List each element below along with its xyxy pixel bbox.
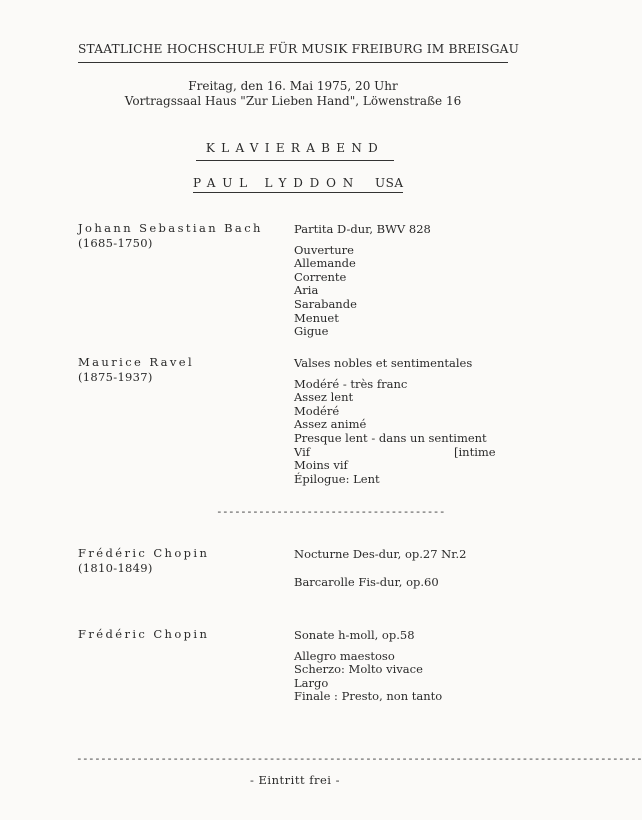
movement: Allemande	[294, 256, 356, 271]
work-title: Nocturne Des-dur, op.27 Nr.2	[294, 547, 467, 561]
movement: Sarabande	[294, 296, 357, 311]
work-ravel-valses	[294, 356, 496, 486]
work-title: Barcarolle Fis-dur, op.60	[294, 575, 439, 589]
composer-chopin	[78, 546, 209, 576]
movement: Scherzo: Molto vivace	[294, 662, 423, 677]
movement: Aria	[294, 283, 319, 298]
header-rule	[78, 62, 508, 63]
movement: Ouverture	[294, 242, 354, 257]
work-bach-partita	[294, 223, 431, 339]
performer-underline	[193, 192, 403, 193]
work-chopin-nocturne	[294, 548, 466, 562]
composer-dates: (1875-1937)	[78, 370, 153, 384]
movement: Assez animé	[294, 417, 367, 432]
institution-name: STAATLICHE HOCHSCHULE FÜR MUSIK FREIBURG IM BREISGAU	[78, 42, 520, 56]
composer-name: Maurice Ravel	[78, 355, 195, 369]
composer-name: Frédéric Chopin	[78, 546, 210, 560]
event-datetime: Freitag, den 16. Mai 1975, 20 Uhr	[188, 79, 398, 93]
admission-note: - Eintritt frei -	[250, 773, 340, 787]
title-underline	[196, 160, 394, 161]
section-separator: --------------------------------------	[216, 505, 445, 518]
movement: Corrente	[294, 269, 347, 284]
work-title: Valses nobles et sentimentales	[294, 356, 473, 370]
movement: Largo	[294, 675, 329, 690]
performer	[193, 176, 403, 190]
composer-name: Frédéric Chopin	[78, 627, 210, 641]
performer-name: PAUL LYDDON	[193, 176, 361, 190]
movement: Épilogue: Lent	[294, 471, 380, 486]
movement: Presque lent - dans un sentiment	[294, 430, 487, 445]
work-chopin-barcarolle	[294, 576, 439, 590]
work-title: Partita D-dur, BWV 828	[294, 222, 431, 236]
work-title: Sonate h-moll, op.58	[294, 628, 415, 642]
composer-name: Johann Sebastian Bach	[78, 221, 263, 235]
movement: Finale : Presto, non tanto	[294, 689, 443, 704]
composer-chopin-2	[78, 627, 209, 642]
footer-separator: ----------------------------------------------------------------------------------------------	[76, 752, 642, 765]
composer-dates: (1810-1849)	[78, 561, 153, 575]
movement: Menuet	[294, 310, 339, 325]
performer-country: USA	[375, 176, 404, 190]
movement: Modéré - très franc	[294, 376, 408, 391]
movement	[294, 444, 496, 460]
movement: Modéré	[294, 403, 340, 418]
composer-dates: (1685-1750)	[78, 236, 153, 250]
work-chopin-sonata	[294, 629, 442, 704]
movement: Allegro maestoso	[294, 648, 395, 663]
composer-ravel	[78, 355, 194, 385]
event-title: KLAVIERABEND	[205, 141, 385, 155]
movement: Gigue	[294, 324, 329, 339]
movement: Moins vif	[294, 458, 348, 473]
movement-label: Vif	[294, 444, 311, 459]
movement: Assez lent	[294, 390, 354, 405]
composer-bach	[78, 221, 263, 251]
event-venue: Vortragssaal Haus "Zur Lieben Hand", Löwenstraße 16	[124, 94, 462, 108]
bracket-continuation: [intime	[454, 444, 496, 459]
